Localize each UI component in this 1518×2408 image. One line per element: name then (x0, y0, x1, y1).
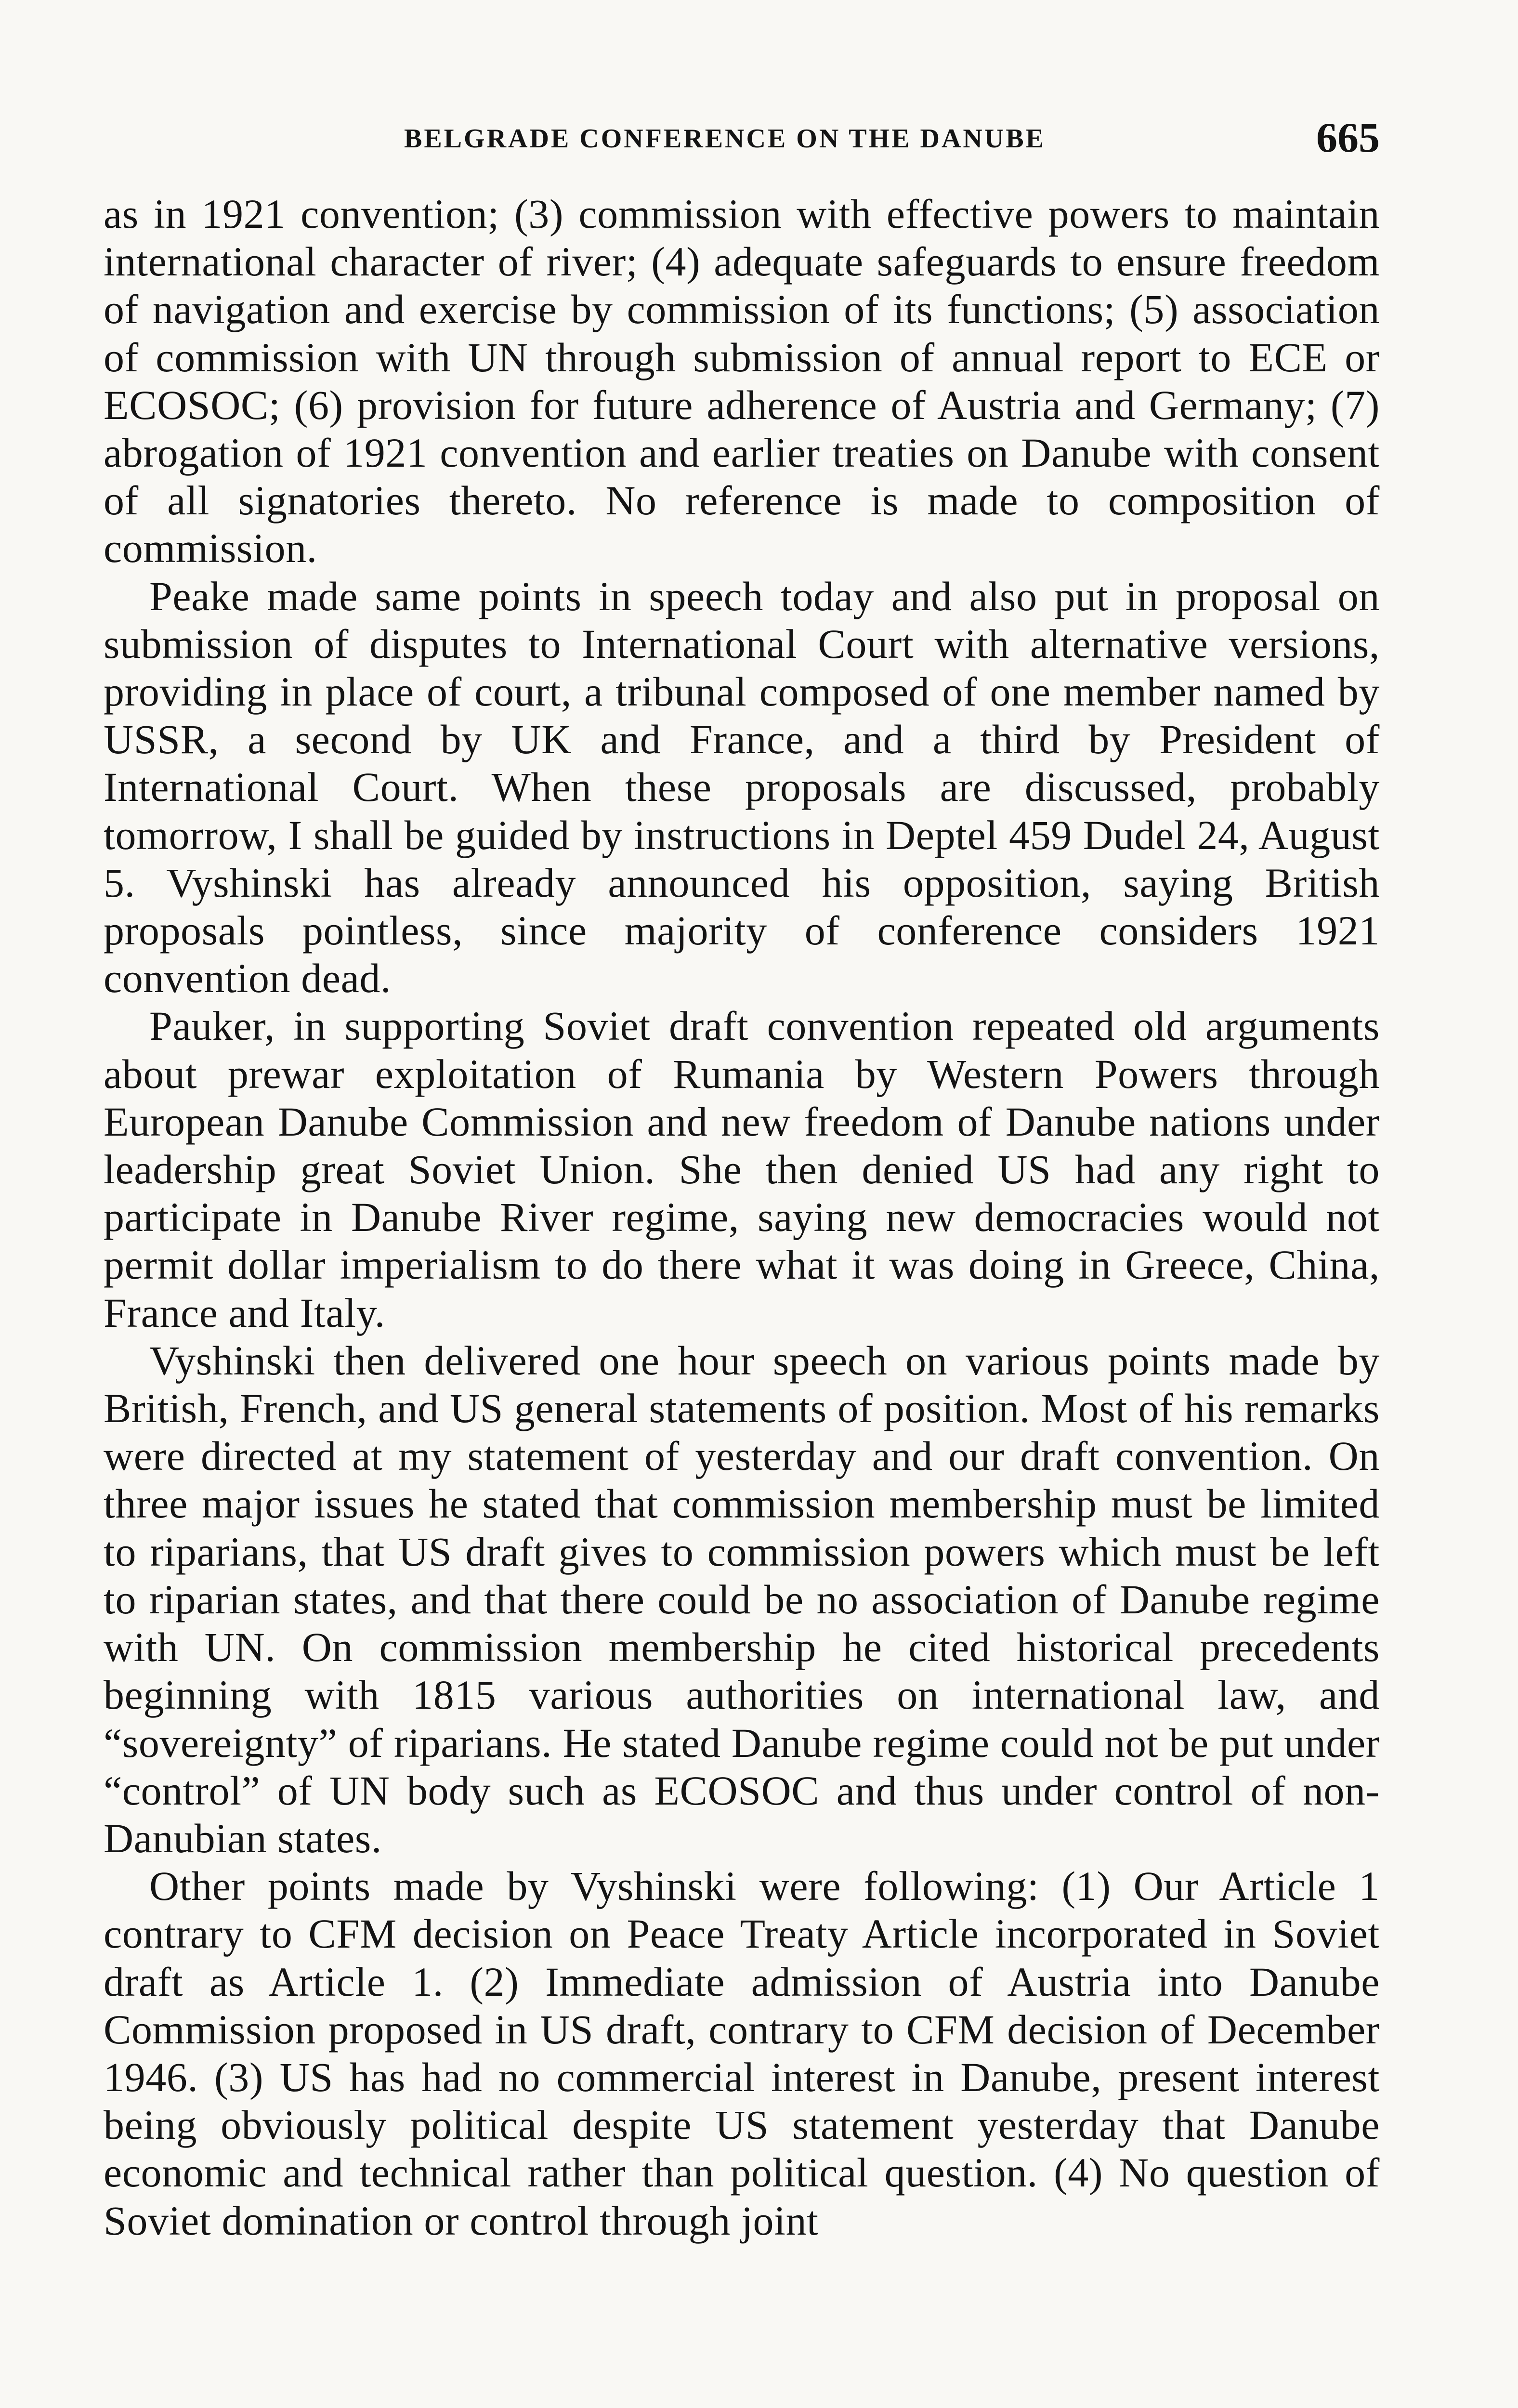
paragraph-vyshinski-speech: Vyshinski then delivered one hour speech on various points made by British, French, and US general statements of position. Most of his remarks were directed at my statement of yesterday and our draft convention. On three major issues he stated that commission membership must be limited to riparians, that US draft gives to commission powers which must be left to riparian states, and that there could be no association of Danube regime with UN. On commission membership he cited historical precedents beginning with 1815 various authorities on international law, and “sovereignty” of riparians. He stated Danube regime could not be put under “control” of UN body such as ECOSOC and thus under control of non-Danubian states. (104, 1337, 1380, 1861)
paragraph-vyshinski-points: Other points made by Vyshinski were following: (1) Our Article 1 contrary to CFM decision on Peace Treaty Article incorporated in Soviet draft as Article 1. (2) Immediate admission of Austria into Danube Commission proposed in US draft, contrary to CFM decision of December 1946. (3) US has had no commercial interest in Danube, present interest being obviously political despite US statement yesterday that Danube economic and technical rather than political question. (4) No question of Soviet domination or control through joint (104, 1863, 1380, 2244)
paragraph-pauker: Pauker, in supporting Soviet draft convention repeated old arguments about prewar exploitation of Rumania by Western Powers through European Danube Commission and new freedom of Danube nations under leadership great Soviet Union. She then denied US had any right to participate in Danube River regime, saying new democracies would not permit dollar imperialism to do there what it was doing in Greece, China, France and Italy. (104, 1003, 1380, 1336)
running-title: BELGRADE CONFERENCE ON THE DANUBE (404, 124, 1046, 154)
running-header (104, 114, 1380, 167)
body-text (104, 190, 1380, 2245)
paragraph-continued: as in 1921 convention; (3) commission with effective powers to maintain international character of river; (4) adequate safeguards to ensure freedom of navigation and exercise by commission of its functions; (5) association of commission with UN through submission of annual report to ECE or ECOSOC; (6) provision for future adherence of Austria and Germany; (7) abrogation of 1921 convention and earlier treaties on Danube with consent of all signatories thereto. No reference is made to composition of commission. (104, 191, 1380, 572)
paragraph-peake: Peake made same points in speech today and also put in proposal on submission of disputes to International Court with alternative versions, providing in place of court, a tribunal composed of one member named by USSR, a second by UK and France, and a third by President of International Court. When these proposals are discussed, probably tomorrow, I shall be guided by instructions in Deptel 459 Dudel 24, August 5. Vyshinski has already announced his opposition, saying British proposals pointless, since majority of conference considers 1921 convention dead. (104, 573, 1380, 1002)
page-number: 665 (1316, 115, 1380, 161)
